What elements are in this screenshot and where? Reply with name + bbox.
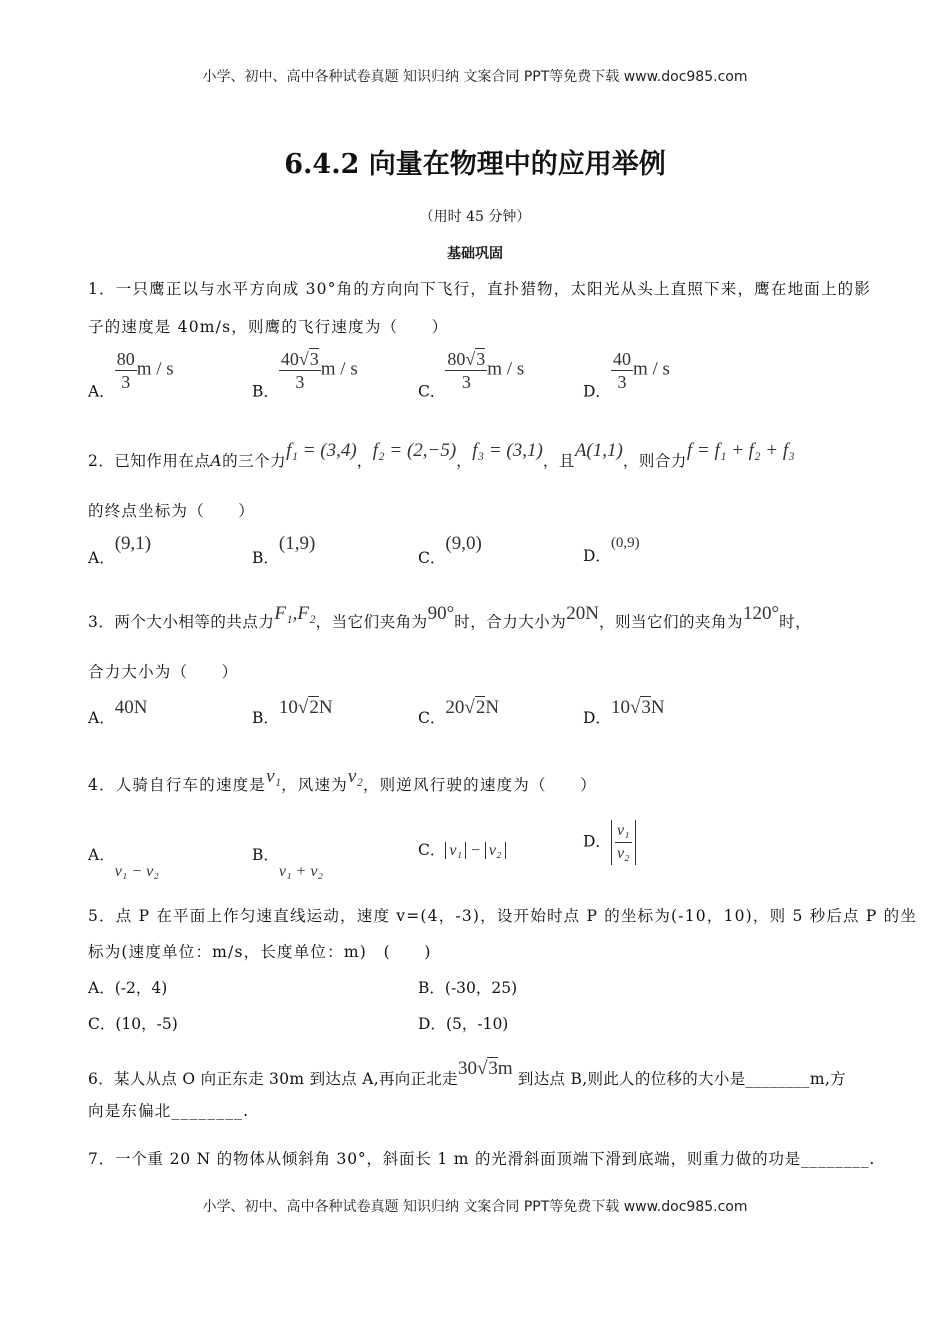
question-2-line1: 2．已知作用在点A的三个力f₁ = (3,4)，f₂ = (2,−5)，f₃ = (3,1)，且A(1,1)，则合力f = f₁ + f₂ + f₃ xyxy=(88,440,795,470)
q1-option-a[interactable] xyxy=(88,348,174,402)
option-label: B． xyxy=(252,382,279,401)
question-1-line2: 子的速度是 40m/s，则鹰的飞行速度为（ ） xyxy=(88,318,449,336)
q5-option-b[interactable] xyxy=(418,976,517,998)
q3-option-c[interactable] xyxy=(418,697,499,728)
q2-f3: f₃ = (3,1) xyxy=(472,440,543,461)
question-5-line2: 标为(速度单位：m/s，长度单位：m) ( ) xyxy=(88,943,432,961)
unit: m / s xyxy=(320,358,358,380)
q4-options-2-right: v₂ xyxy=(485,842,506,859)
unit: m / s xyxy=(487,358,525,380)
q5-options-3-value: (5，-10) xyxy=(445,1015,509,1033)
q2-pt: A(1,1) xyxy=(574,440,623,461)
numerator: 80 xyxy=(447,349,466,369)
q4-option-a[interactable] xyxy=(88,843,159,880)
q2-and: ，且 xyxy=(542,452,575,470)
math-fragment xyxy=(611,820,636,865)
q2-options-2-value: (9,0) xyxy=(445,533,482,554)
q1-option-d[interactable] xyxy=(583,348,670,402)
option-label: A． xyxy=(88,382,115,401)
q3-angle2: 120° xyxy=(742,603,780,624)
question-2-line2: 的终点坐标为（ ） xyxy=(88,502,256,520)
q4-options-3-den: v₂ xyxy=(616,845,630,862)
math-fragment: 10√2N xyxy=(278,697,333,718)
numerator: 40 xyxy=(612,349,631,369)
q4-option-d[interactable] xyxy=(583,820,636,865)
math-fragment xyxy=(115,348,137,393)
q5-option-a[interactable] xyxy=(88,976,167,998)
q3-option-a[interactable] xyxy=(88,697,147,728)
q5-options-0-value: (-2，4) xyxy=(114,979,168,997)
q3-options-0-value: 40N xyxy=(114,697,148,718)
question-3-line1 xyxy=(88,603,811,632)
q5-option-c[interactable] xyxy=(88,1012,178,1034)
q3-option-d[interactable] xyxy=(583,697,665,728)
q3-options-3-rad: 3 xyxy=(641,697,651,718)
section-heading: 基础巩固 xyxy=(447,246,503,262)
q2-f2: f₂ = (2,−5) xyxy=(372,440,457,461)
q4-options-0-label: A． xyxy=(88,846,115,864)
denominator: 3 xyxy=(461,372,471,392)
q3-options-1-unit: N xyxy=(318,697,333,718)
q2-A: A xyxy=(210,452,223,470)
q5-options-2-label: C． xyxy=(88,1015,116,1033)
question-1-line1: 1．一只鹰正以与水平方向成 30°角的方向向下飞行，直扑猎物，太阳光从头上直照下来，鹰在地面上的影 xyxy=(88,280,872,298)
page-header: 小学、初中、高中各种试卷真题 知识归纳 文案合同 PPT等免费下载 www.doc985.com xyxy=(202,69,748,85)
q5-options-1-label: B． xyxy=(418,979,445,997)
q3-b: ，当它们夹角为 xyxy=(315,613,428,631)
numerator: 80 xyxy=(116,349,135,369)
question-5-line1: 5．点 P 在平面上作匀速直线运动，速度 v=(4，-3)，设开始时点 P 的坐标为(-10，10)，则 5 秒后点 P 的坐 xyxy=(88,907,918,925)
q4-options-1-label: B． xyxy=(252,846,279,864)
q6-rad: 3 xyxy=(488,1058,498,1079)
q4-options-2-left: v₁ xyxy=(445,842,466,859)
question-4 xyxy=(88,766,597,795)
unit: m / s xyxy=(136,358,174,380)
q6-coef: 30 xyxy=(457,1058,477,1079)
q4-options-2-op: − xyxy=(470,842,481,859)
q2-then: ，则合力 xyxy=(622,452,687,470)
q4-option-c[interactable] xyxy=(418,838,506,860)
denominator: 3 xyxy=(617,372,627,392)
q2-option-d[interactable] xyxy=(583,533,640,566)
q2-mid: 的三个力 xyxy=(222,452,287,470)
q3-e: 时， xyxy=(779,613,812,631)
question-7: 7．一个重 20 N 的物体从倾斜角 30°，斜面长 1 m 的光滑斜面顶端下滑到底端，则重力做的功是________. xyxy=(88,1150,876,1168)
q3-option-b[interactable] xyxy=(252,697,333,728)
q4-options-3-num: v₁ xyxy=(615,820,632,843)
radicand: 3 xyxy=(309,349,319,369)
option-label: D． xyxy=(583,382,611,401)
page-title: 6.4.2 向量在物理中的应用举例 xyxy=(284,149,666,180)
math-fragment xyxy=(445,348,487,393)
math-fragment: 10√3N xyxy=(610,697,665,718)
q4-options-1-value: v₁ + v₂ xyxy=(278,863,324,880)
q4-options-3-label: D． xyxy=(583,832,611,851)
q4-a: 4．人骑自行车的速度是 xyxy=(88,776,267,794)
q3-a: 3．两个大小相等的共点力 xyxy=(88,613,275,631)
q2-options-0-value: (9,1) xyxy=(114,533,152,554)
q3-options-3-label: D． xyxy=(583,709,611,727)
q2-options-3-value: (0,9) xyxy=(610,535,640,551)
q3-options-1-rad: 2 xyxy=(309,697,319,718)
q1-option-c[interactable] xyxy=(418,348,524,402)
radicand: 3 xyxy=(476,349,486,369)
q4-option-b[interactable] xyxy=(252,843,324,880)
q2-options-1-label: B． xyxy=(252,549,279,567)
q3-options-2-coef: 20 xyxy=(445,697,465,718)
q4-options-0-value: v₁ − v₂ xyxy=(114,863,159,880)
math-fragment xyxy=(611,348,633,393)
page-footer: 小学、初中、高中各种试卷真题 知识归纳 文案合同 PPT等免费下载 www.doc985.com xyxy=(202,1199,748,1215)
q6-unit: m xyxy=(497,1058,513,1079)
q3-options-3-unit: N xyxy=(650,697,665,718)
q4-b: ，风速为 xyxy=(281,776,348,794)
math-fragment: 80√3 xyxy=(447,349,486,369)
q3-options-3-coef: 10 xyxy=(610,697,630,718)
q2-f: f = f₁ + f₂ + f₃ xyxy=(686,440,795,461)
q4-c: ，则逆风行驶的速度为（ ） xyxy=(362,776,597,794)
math-fragment xyxy=(445,842,505,859)
q5-options-0-label: A． xyxy=(88,979,115,997)
q2-options-0-label: A． xyxy=(88,549,115,567)
q3-options-0-label: A． xyxy=(88,709,115,727)
q2-options-1-value: (1,9) xyxy=(278,533,316,554)
time-note: （用时 45 分钟） xyxy=(419,209,531,225)
q2-f1: f₁ = (3,4) xyxy=(286,440,357,461)
q6-b: 到达点 B,则此人的位移的大小是________m,方 xyxy=(517,1070,846,1088)
q3-c: 时，合力大小为 xyxy=(454,613,567,631)
q3-options-2-rad: 2 xyxy=(475,697,486,718)
q3-angle1: 90° xyxy=(427,603,455,624)
q4-v1: v₁ xyxy=(266,766,282,787)
question-3-line2: 合力大小为（ ） xyxy=(88,663,239,681)
q5-options-3-label: D． xyxy=(418,1015,446,1033)
unit: m / s xyxy=(632,358,670,380)
q3-options-1-label: B． xyxy=(252,709,279,727)
q2-options-3-label: D． xyxy=(583,547,611,565)
q2-prefix: 2．已知作用在点 xyxy=(88,452,211,470)
math-fragment xyxy=(279,348,321,393)
q2-option-a[interactable] xyxy=(88,533,151,568)
q2-option-b[interactable] xyxy=(252,533,315,568)
q4-options-2-label: C． xyxy=(418,841,446,859)
q3-forces: F₁,F₂ xyxy=(274,603,316,624)
denominator: 3 xyxy=(295,372,305,392)
question-6-line1 xyxy=(88,1058,846,1089)
q3-d: ，则当它们的夹角为 xyxy=(598,613,743,631)
math-fragment: 30√3m xyxy=(457,1058,513,1079)
option-label: C． xyxy=(418,382,446,401)
q5-option-d[interactable] xyxy=(418,1012,508,1034)
q3-force: 20N xyxy=(566,603,599,624)
q3-options-1-coef: 10 xyxy=(278,697,298,718)
question-6-line2: 向是东偏北________. xyxy=(88,1102,250,1120)
math-fragment: 20√2N xyxy=(445,697,500,718)
numerator: 40 xyxy=(280,349,299,369)
q5-options-1-value: (-30，25) xyxy=(444,979,518,997)
q5-options-2-value: (10，-5) xyxy=(115,1015,178,1033)
q2-options-2-label: C． xyxy=(418,549,446,567)
q3-options-2-unit: N xyxy=(485,697,500,718)
denominator: 3 xyxy=(121,372,131,392)
q1-option-b[interactable] xyxy=(252,348,358,402)
q2-option-c[interactable] xyxy=(418,533,482,568)
q3-options-2-label: C． xyxy=(418,709,446,727)
q4-v2: v₂ xyxy=(347,766,363,787)
math-fragment: 40√3 xyxy=(280,349,319,369)
q6-a: 6．某人从点 O 向正东走 30m 到达点 A,再向正北走 xyxy=(88,1070,458,1088)
